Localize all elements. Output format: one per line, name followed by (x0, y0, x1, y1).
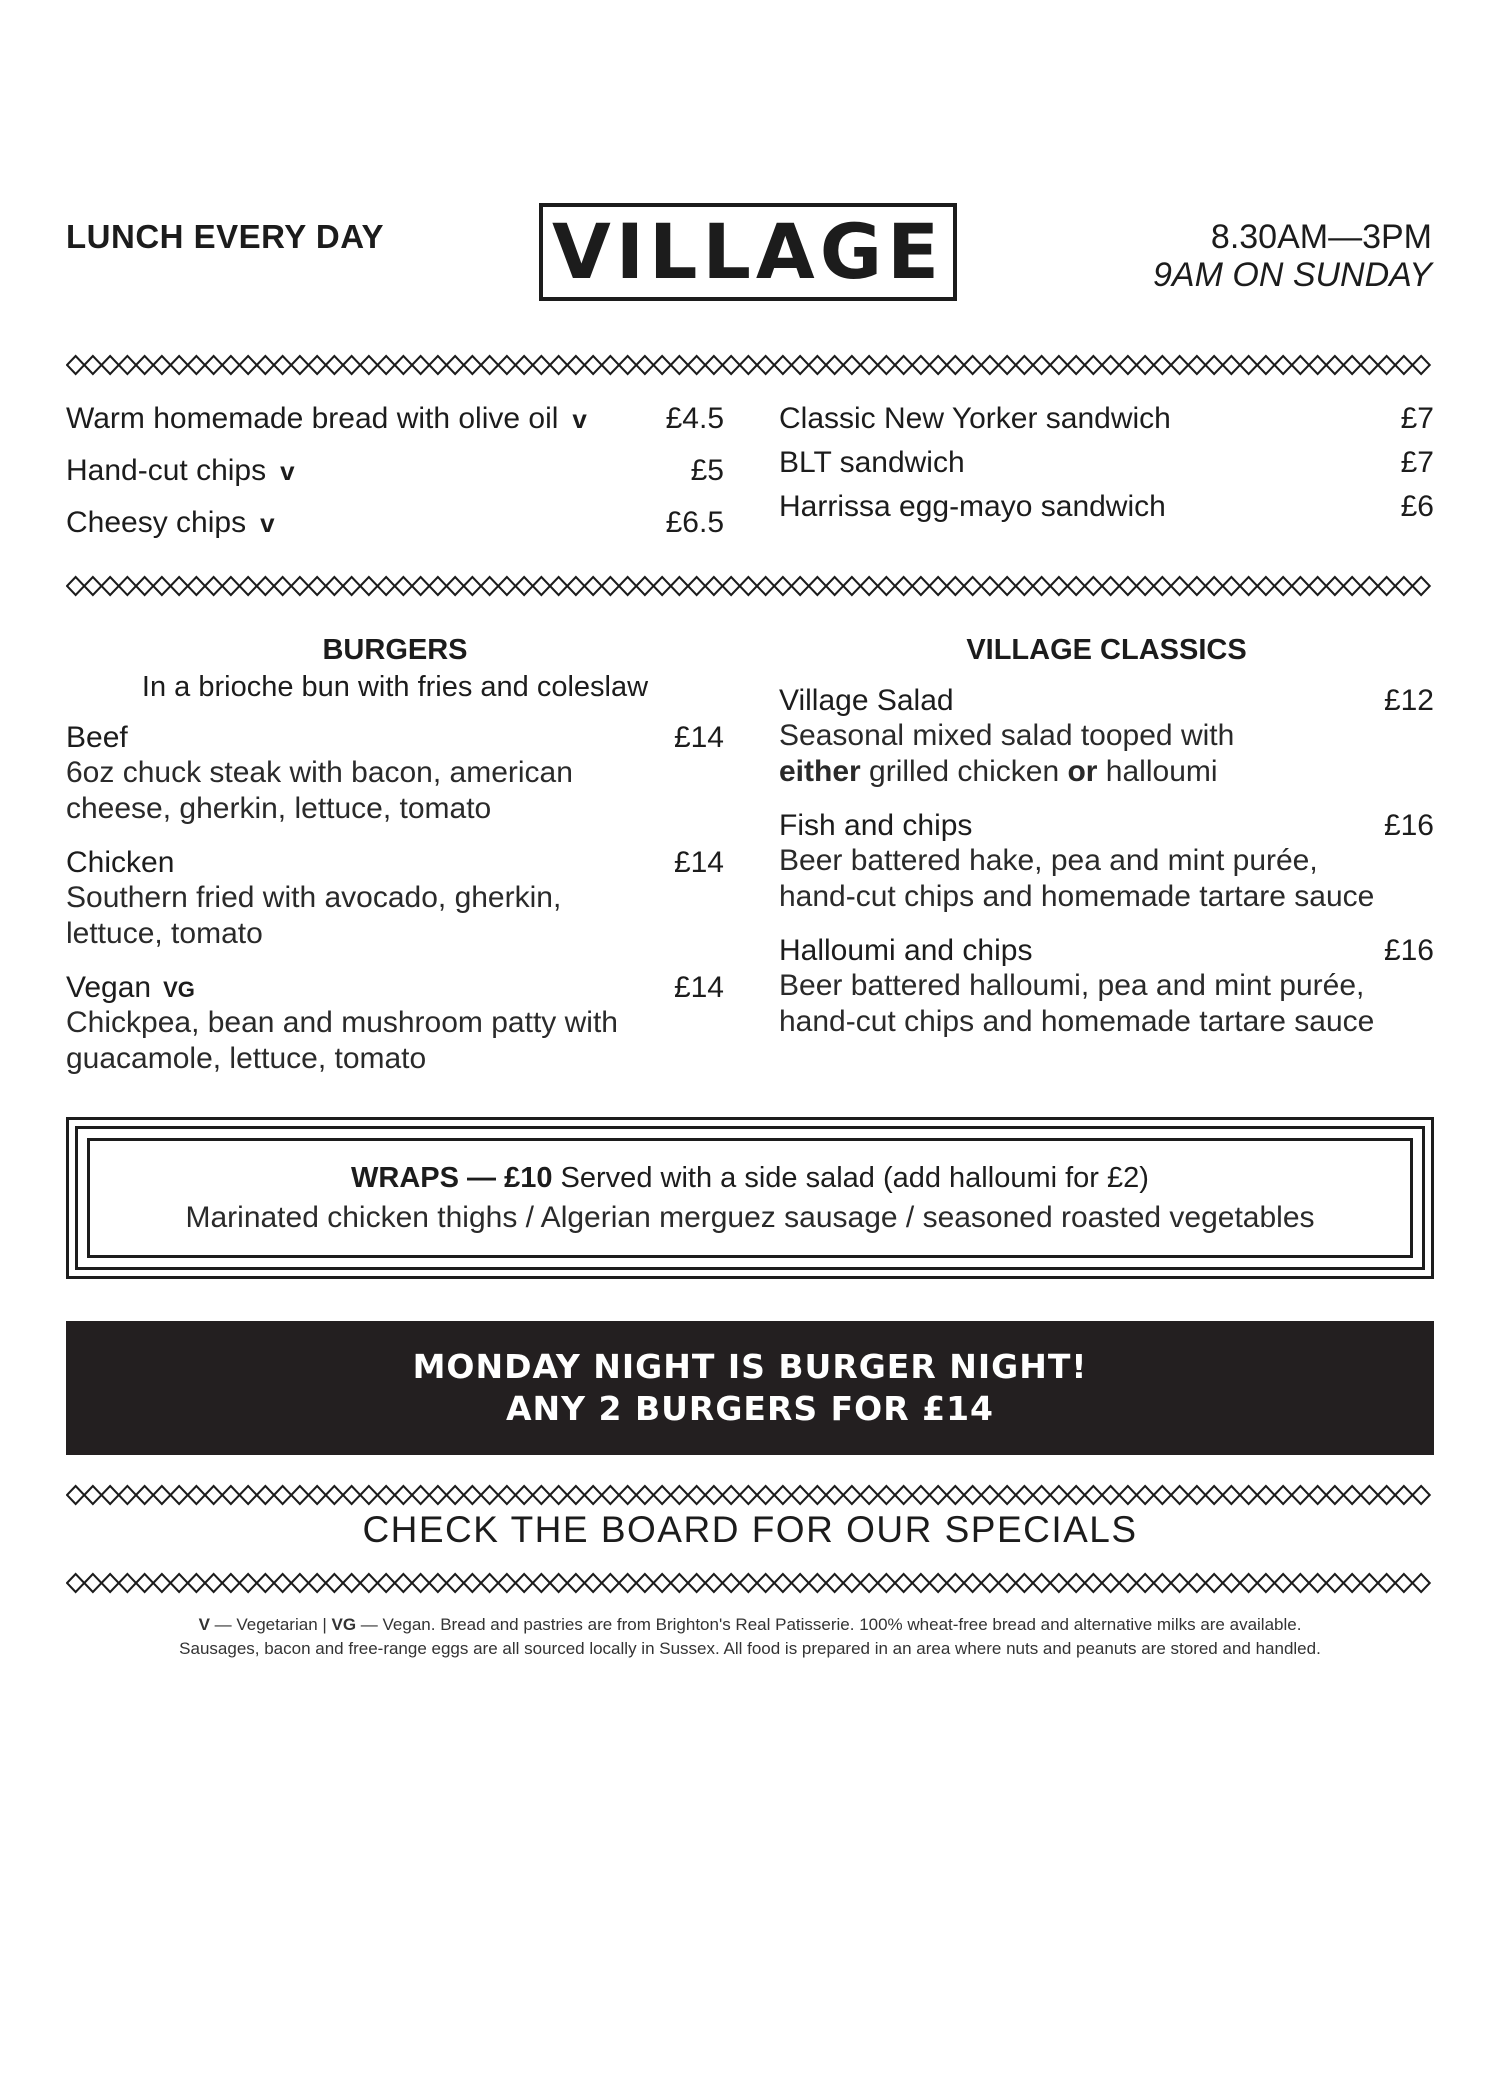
item-name: BLT sandwich (779, 446, 965, 479)
wraps-content (87, 1138, 1413, 1258)
section-title: VILLAGE CLASSICS (966, 634, 1247, 666)
footer-text: — Vegan. Bread and pastries are from Brighton's Real Patisserie. 100% wheat-free bread and alternative milks are available. (356, 1615, 1302, 1634)
item-price: £16 (1383, 809, 1434, 842)
wraps-note: Served with a side salad (add halloumi for £2) (552, 1161, 1149, 1194)
item-price: £4.5 (665, 402, 724, 435)
item-description (779, 754, 1434, 790)
item-price: £7 (1400, 446, 1434, 479)
item-description: cheese, gherkin, lettuce, tomato (66, 792, 492, 825)
vegan-key: VG (331, 1615, 357, 1634)
item-price: £16 (1383, 934, 1434, 967)
desc-text: grilled chicken (860, 755, 1068, 788)
diamond-divider (66, 354, 1434, 376)
diamond-divider (66, 1484, 1434, 1506)
item-price: £5 (690, 454, 724, 487)
item-price: £6 (1400, 490, 1434, 523)
item-name: Warm homemade bread with olive oil (66, 402, 559, 435)
menu-item (66, 846, 724, 971)
item-description: hand-cut chips and homemade tartare sauce (779, 880, 1375, 913)
vegetarian-tag: v (280, 456, 295, 486)
item-name: Fish and chips (779, 809, 973, 842)
item-name: Hand-cut chips (66, 454, 267, 487)
wraps-box (66, 1117, 1434, 1279)
section-subtitle: In a brioche bun with fries and coleslaw (141, 671, 649, 703)
list-item (779, 490, 1434, 534)
footer-text: — Vegetarian | (209, 1615, 332, 1634)
banner-line: ANY 2 BURGERS FOR £14 (505, 1389, 995, 1428)
item-description: Southern fried with avocado, gherkin, (66, 881, 562, 914)
item-price: £6.5 (665, 506, 724, 539)
wraps-label: WRAPS — £10 (351, 1161, 553, 1194)
item-header (66, 846, 724, 880)
sides-list (66, 402, 724, 558)
item-header (779, 684, 1434, 718)
diamond-divider (66, 1572, 1434, 1594)
burger-night-banner (66, 1321, 1434, 1455)
banner-line: MONDAY NIGHT IS BURGER NIGHT! (412, 1347, 1088, 1386)
logo (539, 203, 957, 301)
tagline: LUNCH EVERY DAY (66, 218, 385, 255)
item-description: lettuce, tomato (66, 917, 263, 950)
vegetarian-key: V (198, 1615, 210, 1634)
item-header (66, 971, 724, 1005)
diamond-divider (66, 575, 1434, 597)
sandwich-list (779, 402, 1434, 534)
item-price: £14 (673, 971, 724, 1004)
menu-item (66, 721, 724, 846)
item-price: £7 (1400, 402, 1434, 435)
item-header (66, 721, 724, 755)
menu-item (66, 971, 724, 1077)
item-price: £14 (673, 846, 724, 879)
item-description: Beer battered halloumi, pea and mint purée, (779, 969, 1365, 1002)
item-name: Harrissa egg-mayo sandwich (779, 490, 1166, 523)
item-name: Chicken (66, 846, 175, 879)
vegetarian-tag: v (260, 508, 275, 538)
menu-item (779, 934, 1434, 1040)
item-description: Seasonal mixed salad tooped with (779, 719, 1235, 752)
list-item (779, 446, 1434, 490)
item-price: £12 (1383, 684, 1434, 717)
desc-text: halloumi (1097, 755, 1218, 788)
logo-text: VILLAGE (551, 207, 945, 296)
emphasis: either (779, 755, 861, 788)
list-item (66, 506, 724, 558)
burgers-section (66, 634, 724, 1077)
hours-weekday: 8.30AM—3PM (1210, 218, 1432, 256)
item-price: £14 (673, 721, 724, 754)
item-header (779, 934, 1434, 968)
footer-note (0, 1613, 1500, 1661)
vegan-tag: VG (163, 977, 195, 1002)
list-item (66, 454, 724, 506)
item-name: Vegan (66, 971, 152, 1004)
item-description: 6oz chuck steak with bacon, american (66, 756, 573, 789)
vegetarian-tag: v (572, 404, 587, 434)
item-description: Chickpea, bean and mushroom patty with (66, 1006, 618, 1039)
wraps-options: Marinated chicken thighs / Algerian merguez sausage / seasoned roasted vegetables (185, 1200, 1315, 1234)
menu-item (779, 684, 1434, 809)
wraps-heading (351, 1162, 1149, 1195)
item-description: guacamole, lettuce, tomato (66, 1042, 427, 1075)
item-name: Beef (66, 721, 128, 754)
footer-line (0, 1613, 1500, 1637)
wraps-border (75, 1126, 1425, 1270)
item-description: Beer battered hake, pea and mint purée, (779, 844, 1318, 877)
classics-section (779, 634, 1434, 1040)
item-name: Classic New Yorker sandwich (779, 402, 1171, 435)
footer-line: Sausages, bacon and free-range eggs are all sourced locally in Sussex. All food is prepared in an area where nuts and peanuts are stored and handled. (179, 1639, 1321, 1658)
list-item (66, 402, 724, 454)
item-name: Cheesy chips (66, 506, 247, 539)
menu-item (779, 809, 1434, 934)
item-name: Village Salad (779, 684, 954, 717)
item-name: Halloumi and chips (779, 934, 1033, 967)
item-description: hand-cut chips and homemade tartare sauce (779, 1005, 1375, 1038)
opening-hours (1153, 218, 1432, 294)
section-title: BURGERS (322, 634, 468, 666)
hours-sunday: 9AM ON SUNDAY (1153, 256, 1432, 294)
specials-note: CHECK THE BOARD FOR OUR SPECIALS (362, 1509, 1138, 1550)
emphasis: or (1067, 755, 1098, 788)
list-item (779, 402, 1434, 446)
item-header (779, 809, 1434, 843)
